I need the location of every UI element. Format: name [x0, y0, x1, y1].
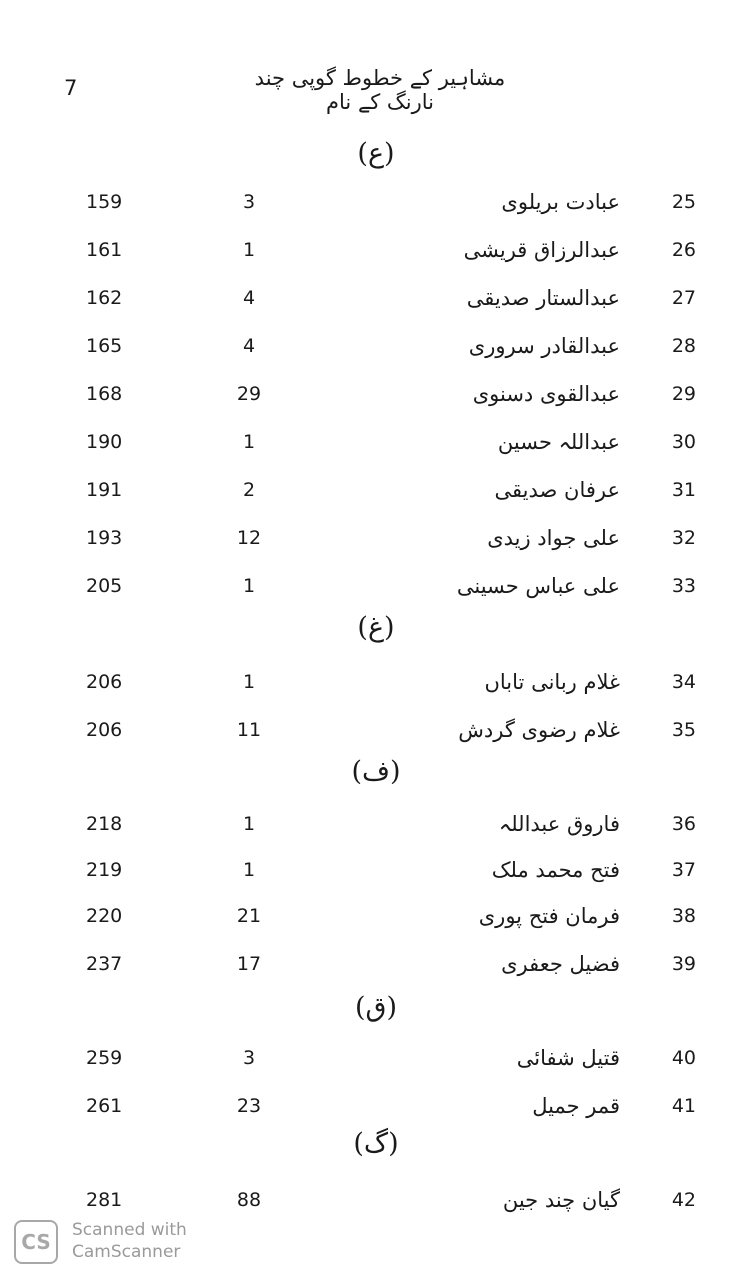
entry-page: 218: [86, 813, 123, 835]
entry-serial: 36: [671, 813, 696, 835]
entry-letter-count: 23: [236, 1095, 262, 1117]
entry-name: فاروق عبداللہ: [498, 812, 620, 836]
entry-page: 237: [86, 953, 123, 975]
entry-page: 165: [86, 335, 123, 357]
entry-serial: 34: [671, 671, 696, 693]
entry-serial: 28: [671, 335, 696, 357]
watermark-line-2: CamScanner: [72, 1242, 181, 1262]
section-heading: (غ): [357, 612, 395, 643]
entry-letter-count: 1: [242, 671, 256, 693]
entry-name: قتیل شفائی: [516, 1046, 620, 1070]
entry-page: 162: [86, 287, 123, 309]
index-entry: [0, 944, 752, 984]
entry-page: 159: [86, 191, 123, 213]
entry-page: 259: [86, 1047, 123, 1069]
section-heading: (ق): [354, 992, 398, 1023]
entry-serial: 26: [671, 239, 696, 261]
entry-letter-count: 88: [236, 1189, 262, 1211]
entry-name: گیان چند جین: [502, 1188, 620, 1212]
entry-serial: 38: [671, 905, 696, 927]
entry-serial: 39: [671, 953, 696, 975]
entry-serial: 41: [671, 1095, 696, 1117]
entry-serial: 32: [671, 527, 696, 549]
index-entry: [0, 662, 752, 702]
entry-letter-count: 1: [242, 431, 256, 453]
entry-name: غلام رضوی گردش: [458, 718, 620, 742]
index-entry: [0, 710, 752, 750]
index-entry: [0, 518, 752, 558]
index-entry: [0, 566, 752, 606]
entry-letter-count: 11: [236, 719, 262, 741]
entry-name: عبدالرزاق قریشی: [463, 238, 620, 262]
index-entry: [0, 374, 752, 414]
entry-letter-count: 1: [242, 813, 256, 835]
entry-letter-count: 3: [242, 1047, 256, 1069]
index-entry: [0, 470, 752, 510]
entry-name: علی عباس حسینی: [456, 574, 620, 598]
camscanner-logo-text: CS: [21, 1230, 51, 1254]
entry-letter-count: 29: [236, 383, 262, 405]
index-entry: [0, 896, 752, 936]
entry-page: 190: [86, 431, 123, 453]
index-entry: [0, 422, 752, 462]
index-entry: [0, 182, 752, 222]
entry-name: عبادت بریلوی: [501, 190, 620, 214]
entry-name: علی جواد زیدی: [487, 526, 620, 550]
entry-serial: 30: [671, 431, 696, 453]
entry-page: 191: [86, 479, 123, 501]
entry-page: 220: [86, 905, 123, 927]
entry-serial: 29: [671, 383, 696, 405]
section-heading: (گ): [353, 1128, 399, 1159]
entry-name: فرمان فتح پوری: [478, 904, 620, 928]
entry-letter-count: 1: [242, 575, 256, 597]
running-head: مشاہیر کے خطوط گوپی چند نارنگ کے نام: [254, 66, 506, 114]
entry-letter-count: 2: [242, 479, 256, 501]
entry-name: عبداللہ حسین: [497, 430, 620, 454]
entry-letter-count: 1: [242, 859, 256, 881]
index-entry: [0, 1180, 752, 1220]
entry-name: فضیل جعفری: [501, 952, 620, 976]
camscanner-logo-icon: [14, 1220, 58, 1264]
entry-name: عبدالقادر سروری: [468, 334, 620, 358]
index-entry: [0, 1086, 752, 1126]
entry-page: 261: [86, 1095, 123, 1117]
entry-page: 206: [86, 671, 123, 693]
index-entry: [0, 326, 752, 366]
entry-page: 205: [86, 575, 123, 597]
entry-serial: 25: [671, 191, 696, 213]
page-number: 7: [64, 76, 78, 100]
entry-serial: 40: [671, 1047, 696, 1069]
entry-serial: 42: [671, 1189, 696, 1211]
entry-name: عرفان صدیقی: [494, 478, 620, 502]
entry-name: غلام ربانی تاباں: [484, 670, 620, 694]
entry-letter-count: 4: [242, 287, 256, 309]
entry-page: 168: [86, 383, 123, 405]
entry-serial: 35: [671, 719, 696, 741]
entry-name: قمر جمیل: [532, 1094, 620, 1118]
entry-letter-count: 1: [242, 239, 256, 261]
entry-page: 193: [86, 527, 123, 549]
section-heading: (ع): [357, 138, 395, 169]
index-entry: [0, 230, 752, 270]
entry-page: 161: [86, 239, 123, 261]
entry-letter-count: 3: [242, 191, 256, 213]
entry-page: 206: [86, 719, 123, 741]
entry-letter-count: 4: [242, 335, 256, 357]
entry-letter-count: 17: [236, 953, 262, 975]
entry-page: 281: [86, 1189, 123, 1211]
entry-letter-count: 21: [236, 905, 262, 927]
entry-page: 219: [86, 859, 123, 881]
entry-name: فتح محمد ملک: [491, 858, 620, 882]
index-entry: [0, 804, 752, 844]
watermark-line-1: Scanned with: [72, 1220, 187, 1240]
entry-name: عبدالقوی دسنوی: [472, 382, 620, 406]
entry-serial: 27: [671, 287, 696, 309]
section-heading: (ف): [351, 756, 401, 787]
entry-serial: 31: [671, 479, 696, 501]
index-entry: [0, 1038, 752, 1078]
entry-name: عبدالستار صدیقی: [466, 286, 620, 310]
camscanner-watermark: [14, 1218, 214, 1268]
entry-serial: 33: [671, 575, 696, 597]
index-entry: [0, 850, 752, 890]
index-entry: [0, 278, 752, 318]
entry-serial: 37: [671, 859, 696, 881]
entry-letter-count: 12: [236, 527, 262, 549]
